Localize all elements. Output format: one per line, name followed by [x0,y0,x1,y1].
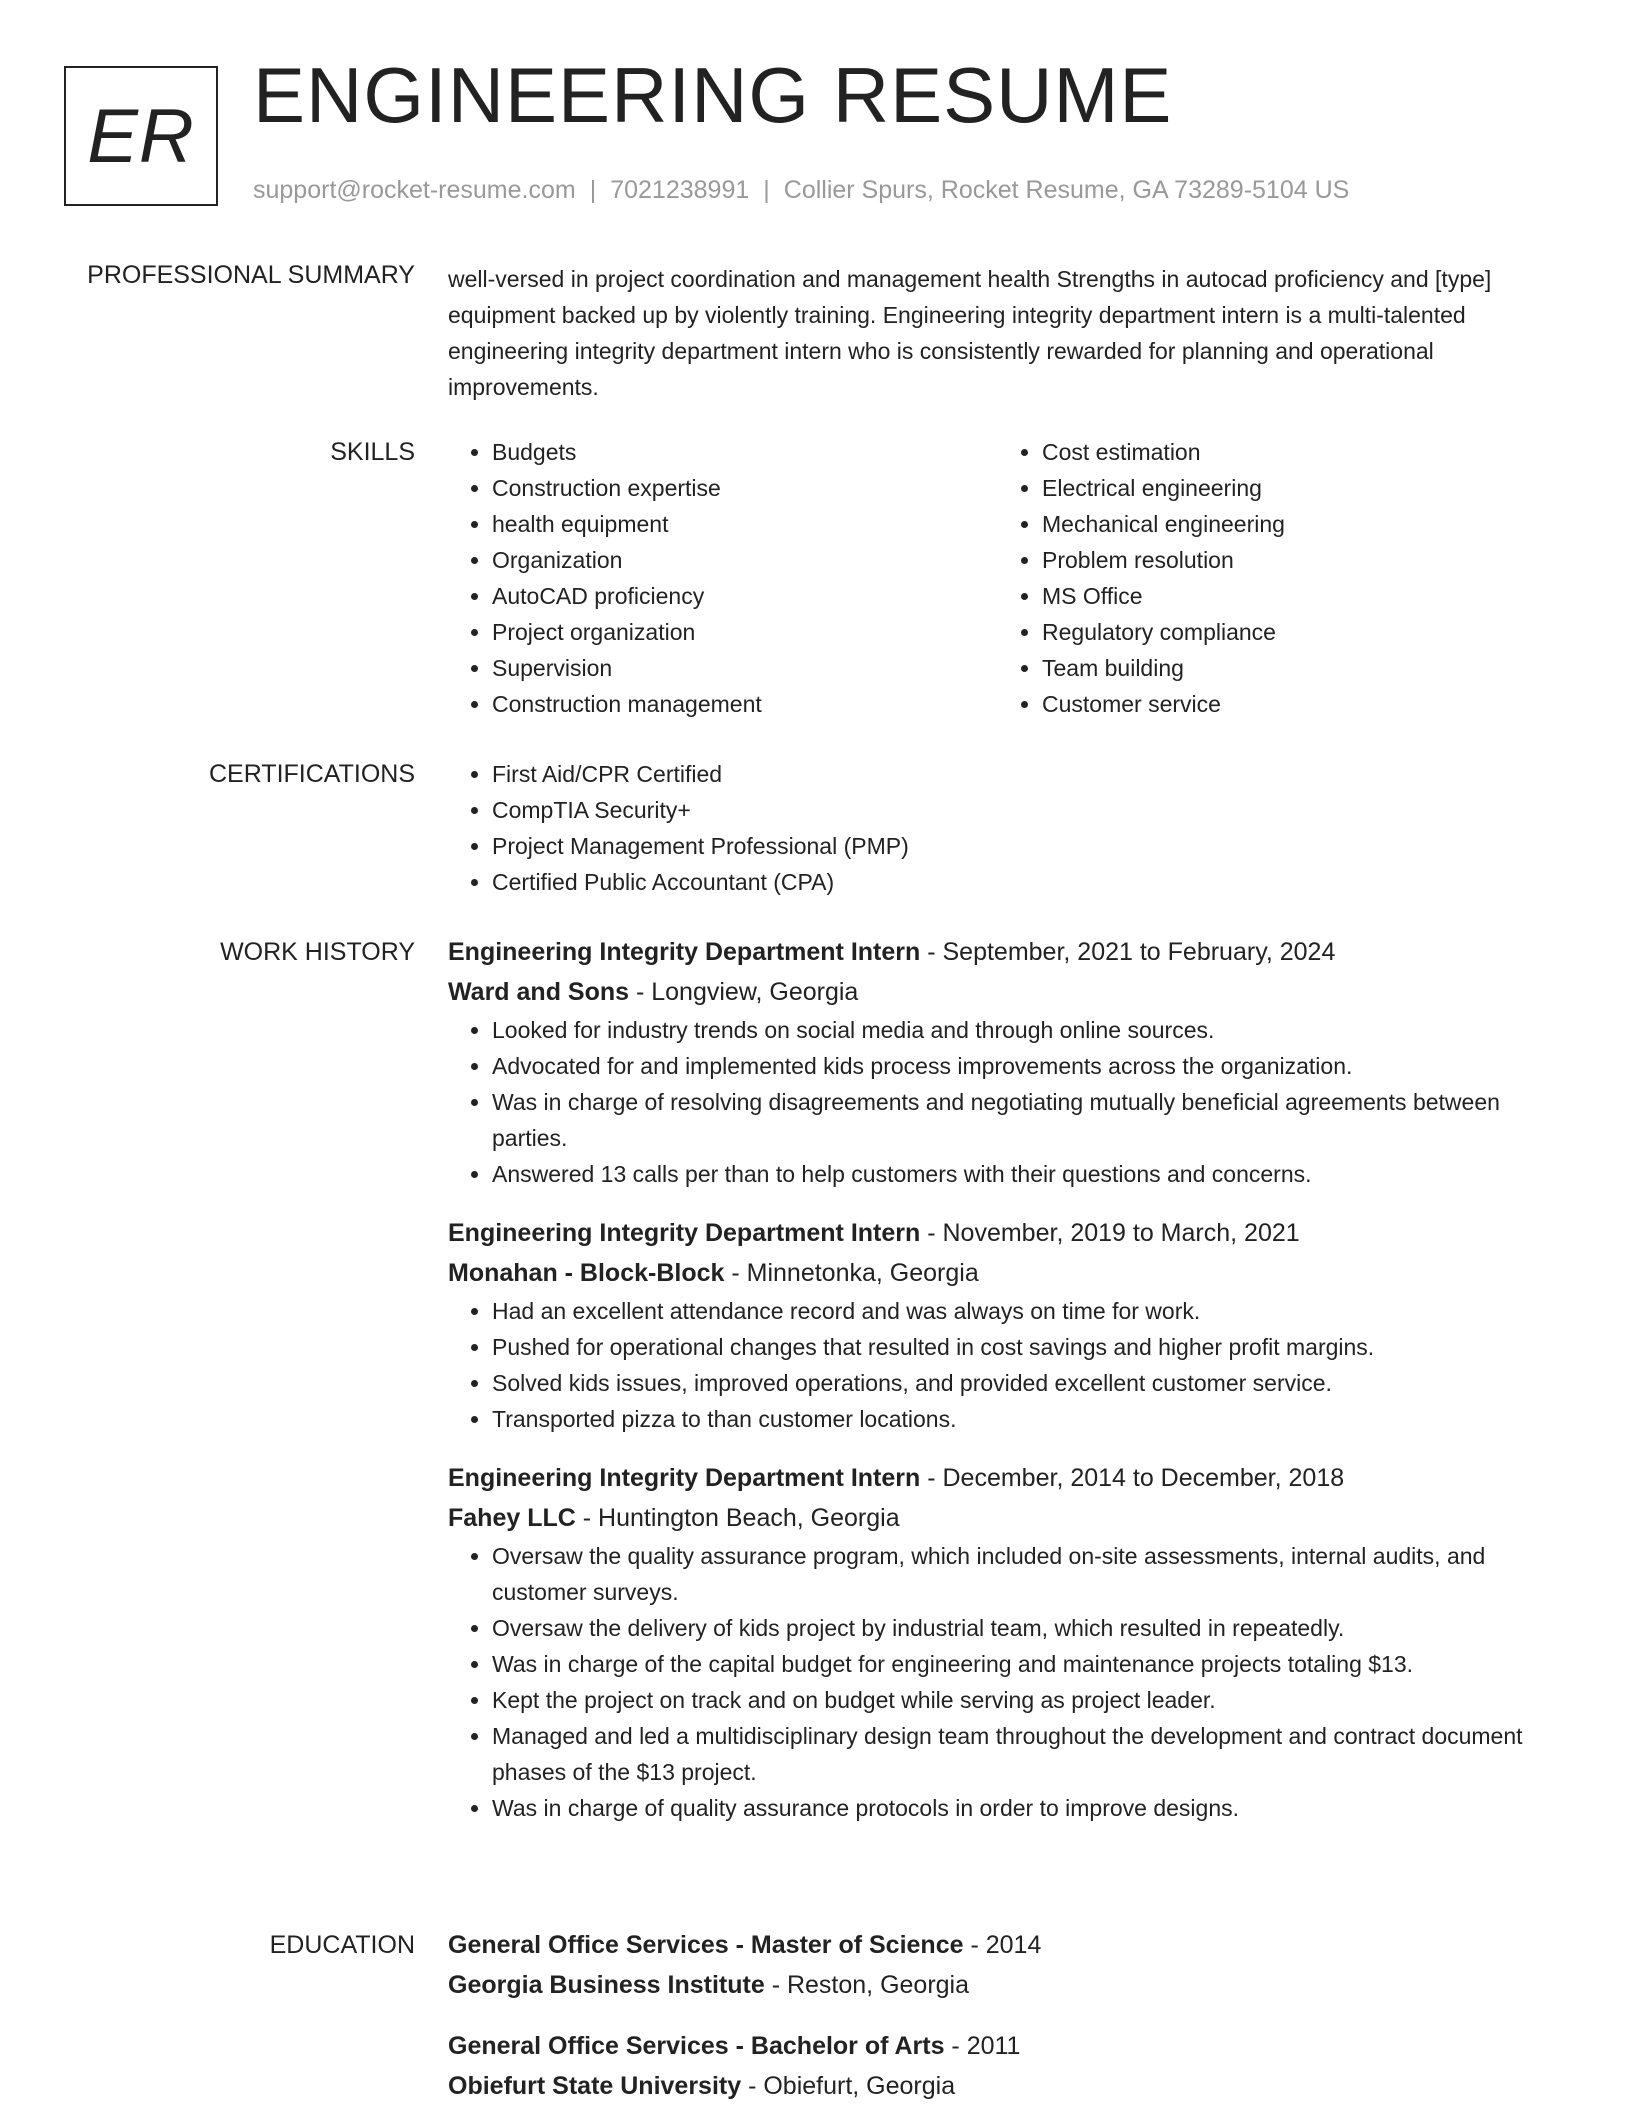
job-bullet: • Transported pizza to than customer locations. [492,1401,1568,1437]
job-bullet: • Solved kids issues, improved operations, and provided excellent customer service. [492,1365,1568,1401]
skill-item: • Supervision [492,650,998,686]
certification-item: • Certified Public Accountant (CPA) [492,864,1568,900]
job-entry [448,1213,1568,1437]
job-title-line [448,1213,1568,1253]
education-location: - Obiefurt, Georgia [741,2072,956,2100]
job-bullet: • Advocated for and implemented kids process improvements across the organization. [492,1048,1568,1084]
education-school: Georgia Business Institute [448,1971,765,1999]
monogram-text: ER [87,93,195,179]
certifications-list [448,756,1568,900]
job-bullets [448,1012,1568,1192]
job-location: - Longview, Georgia [629,978,859,1006]
job-location: - Minnetonka, Georgia [724,1259,979,1287]
skill-item: • Construction expertise [492,470,998,506]
education-entry [448,1925,1568,2005]
skill-item: • Mechanical engineering [1042,506,1548,542]
education-school-line [448,2066,1568,2106]
education-heading: EDUCATION [269,1931,415,1959]
education-degree-line [448,1925,1568,1965]
certification-item: • Project Management Professional (PMP) [492,828,1568,864]
skill-item: • Problem resolution [1042,542,1548,578]
contact-line [253,175,1349,205]
job-entry [448,1458,1568,1826]
skill-item: • AutoCAD proficiency [492,578,998,614]
education-year: - 2011 [944,2032,1021,2060]
resume-title: ENGINEERING RESUME [253,51,1173,139]
certification-item: • CompTIA Security+ [492,792,1568,828]
contact-phone: 7021238991 [610,176,750,204]
skill-item: • MS Office [1042,578,1548,614]
job-bullet: • Kept the project on track and on budget while serving as project leader. [492,1682,1568,1718]
skill-item: • Budgets [492,434,998,470]
job-bullet: • Pushed for operational changes that resulted in cost savings and higher profit margins. [492,1329,1568,1365]
job-bullet: • Had an excellent attendance record and was always on time for work. [492,1293,1568,1329]
monogram-logo [64,66,218,206]
education-degree: General Office Services - Bachelor of Arts [448,2032,945,2060]
job-title-line [448,932,1568,972]
contact-separator: | [763,176,770,204]
job-company-line [448,1253,1568,1293]
job-company: Fahey LLC [448,1504,576,1532]
job-bullets [448,1538,1568,1826]
skill-item: • Project organization [492,614,998,650]
education-entry [448,2026,1568,2106]
job-company: Ward and Sons [448,978,630,1006]
education-school: Obiefurt State University [448,2072,742,2100]
education-degree-line [448,2026,1568,2066]
job-title-line [448,1458,1568,1498]
education-location: - Reston, Georgia [764,1971,970,1999]
job-title: Engineering Integrity Department Intern [448,938,921,966]
job-title: Engineering Integrity Department Intern [448,1219,921,1247]
skills-list-left [448,434,998,722]
job-bullet: • Answered 13 calls per than to help customers with their questions and concerns. [492,1156,1568,1192]
skill-item: • Regulatory compliance [1042,614,1548,650]
job-dates: - September, 2021 to February, 2024 [920,938,1336,966]
skill-item: • Electrical engineering [1042,470,1548,506]
job-location: - Huntington Beach, Georgia [575,1504,900,1532]
skill-item: • Cost estimation [1042,434,1548,470]
summary-text: well-versed in project coordination and management health Strengths in autocad proficiency and [type] equipment backed up by violently training. Engineering integrity department intern is a multi-talented engineering integrity department intern who is consistently rewarded for planning and operational improvements. [448,266,1492,400]
job-bullet: • Managed and led a multidisciplinary design team throughout the development and contract document phases of the $13 project. [492,1718,1568,1790]
job-bullet: • Was in charge of the capital budget for engineering and maintenance projects totaling $13. [492,1646,1568,1682]
certification-item: • First Aid/CPR Certified [492,756,1568,792]
job-dates: - November, 2019 to March, 2021 [920,1219,1300,1247]
job-title: Engineering Integrity Department Intern [448,1464,921,1492]
education-year: - 2014 [963,1931,1042,1959]
job-bullet: • Oversaw the delivery of kids project by industrial team, which resulted in repeatedly. [492,1610,1568,1646]
skill-item: • Customer service [1042,686,1548,722]
contact-separator: | [589,176,597,204]
skills-list-right [998,434,1548,722]
work-history-heading: WORK HISTORY [220,938,415,966]
job-dates: - December, 2014 to December, 2018 [920,1464,1345,1492]
skill-item: • health equipment [492,506,998,542]
skill-item: • Organization [492,542,998,578]
job-bullet: • Looked for industry trends on social media and through online sources. [492,1012,1568,1048]
skill-item: • Construction management [492,686,998,722]
job-entry [448,932,1568,1192]
job-bullets [448,1293,1568,1437]
education-school-line [448,1965,1568,2005]
job-bullet: • Was in charge of quality assurance protocols in order to improve designs. [492,1790,1568,1826]
job-bullet: • Oversaw the quality assurance program, which included on-site assessments, internal audits, and customer surveys. [492,1538,1568,1610]
job-bullet: • Was in charge of resolving disagreements and negotiating mutually beneficial agreements between parties. [492,1084,1568,1156]
education-degree: General Office Services - Master of Science [448,1931,964,1959]
certifications-heading: CERTIFICATIONS [208,760,415,788]
job-company-line [448,972,1568,1012]
skill-item: • Team building [1042,650,1548,686]
contact-address: Collier Spurs, Rocket Resume, GA 73289-5104 US [783,176,1350,204]
summary-heading: PROFESSIONAL SUMMARY [87,261,415,289]
job-company: Monahan - Block-Block [448,1259,725,1287]
contact-email: support@rocket-resume.com [253,176,576,204]
job-company-line [448,1498,1568,1538]
skills-heading: SKILLS [330,438,415,466]
